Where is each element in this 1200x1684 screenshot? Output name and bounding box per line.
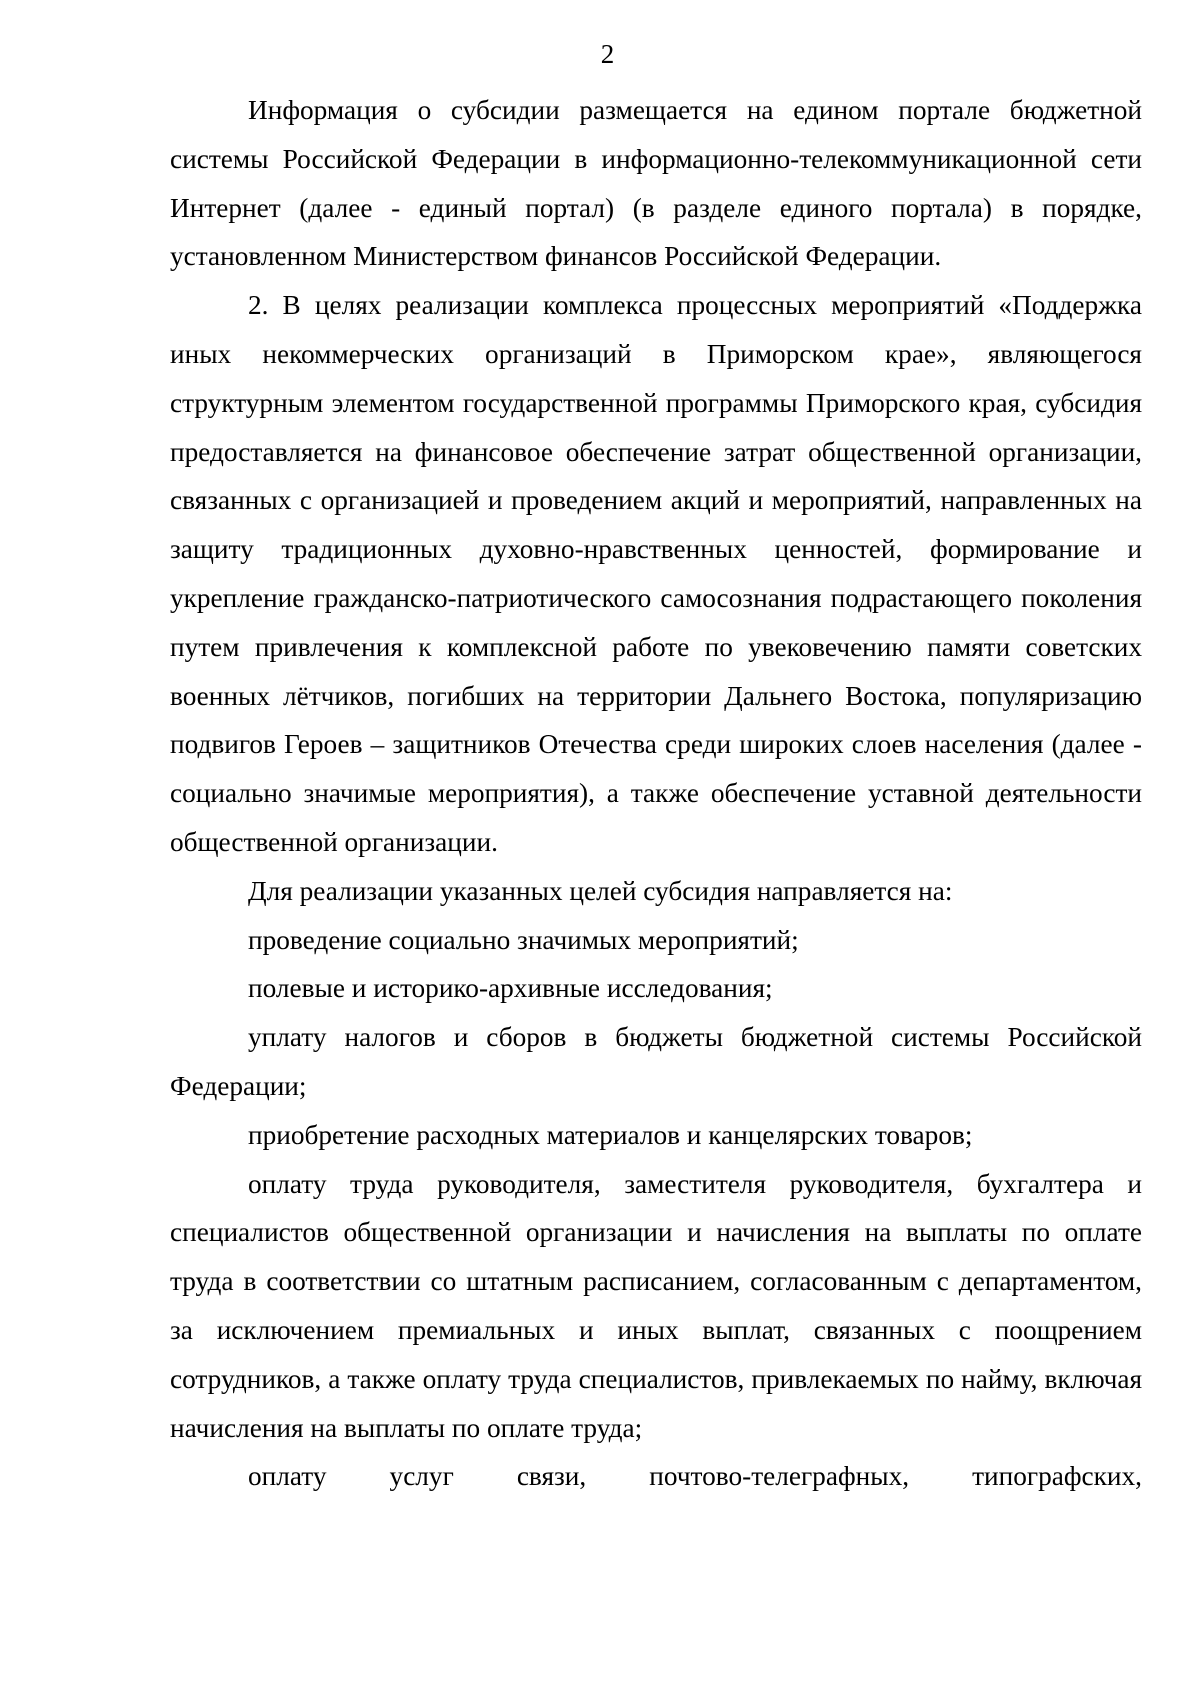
paragraph-subsidy-info: Информация о субсидии размещается на едином портале бюджетной системы Российской Федерации в информационно-телекоммуникационной сети Интернет (далее - единый портал) (в разделе единого портала) в порядке, установленном Министерством финансов Российской Федерации. bbox=[170, 95, 1142, 272]
list-item-field-research: полевые и историко-архивные исследования; bbox=[248, 973, 773, 1004]
list-item-materials: приобретение расходных материалов и канцелярских товаров; bbox=[248, 1119, 973, 1150]
list-item-social-events: проведение социально значимых мероприятий; bbox=[248, 924, 799, 955]
list-item-services: оплату услуг связи, почтово-телеграфных, типографских, bbox=[248, 1461, 1142, 1492]
page-number: 2 bbox=[600, 39, 615, 69]
paragraph-subsidy-directions-intro: Для реализации указанных целей субсидия направляется на: bbox=[248, 875, 953, 906]
list-item-salaries: оплату труда руководителя, заместителя руководителя, бухгалтера и специалистов общественной организации и начисления на выплаты по оплате труда в соответствии со штатным расписанием, согласованным с департаментом, за исключением премиальных и иных выплат, связанных с поощрением сотрудников, а также оплату труда специалистов, привлекаемых по найму, включая начисления на выплаты по оплате труда; bbox=[170, 1168, 1142, 1443]
document-body bbox=[170, 86, 1142, 1501]
paragraph-subsidy-purpose: 2. В целях реализации комплекса процессных мероприятий «Поддержка иных некоммерческих организаций в Приморском крае», являющегося структурным элементом государственной программы Приморского края, субсидия предоставляется на финансовое обеспечение затрат общественной организации, связанных с организацией и проведением акций и мероприятий, направленных на защиту традиционных духовно-нравственных ценностей, формирование и укрепление гражданско-патриотического самосознания подрастающего поколения путем привлечения к комплексной работе по увековечению памяти советских военных лётчиков, погибших на территории Дальнего Востока, популяризацию подвигов Героев – защитников Отечества среди широких слоев населения (далее - социально значимые мероприятия), а также обеспечение уставной деятельности общественной организации. bbox=[170, 290, 1142, 857]
list-item-taxes: уплату налогов и сборов в бюджеты бюджетной системы Российской Федерации; bbox=[170, 1022, 1142, 1101]
